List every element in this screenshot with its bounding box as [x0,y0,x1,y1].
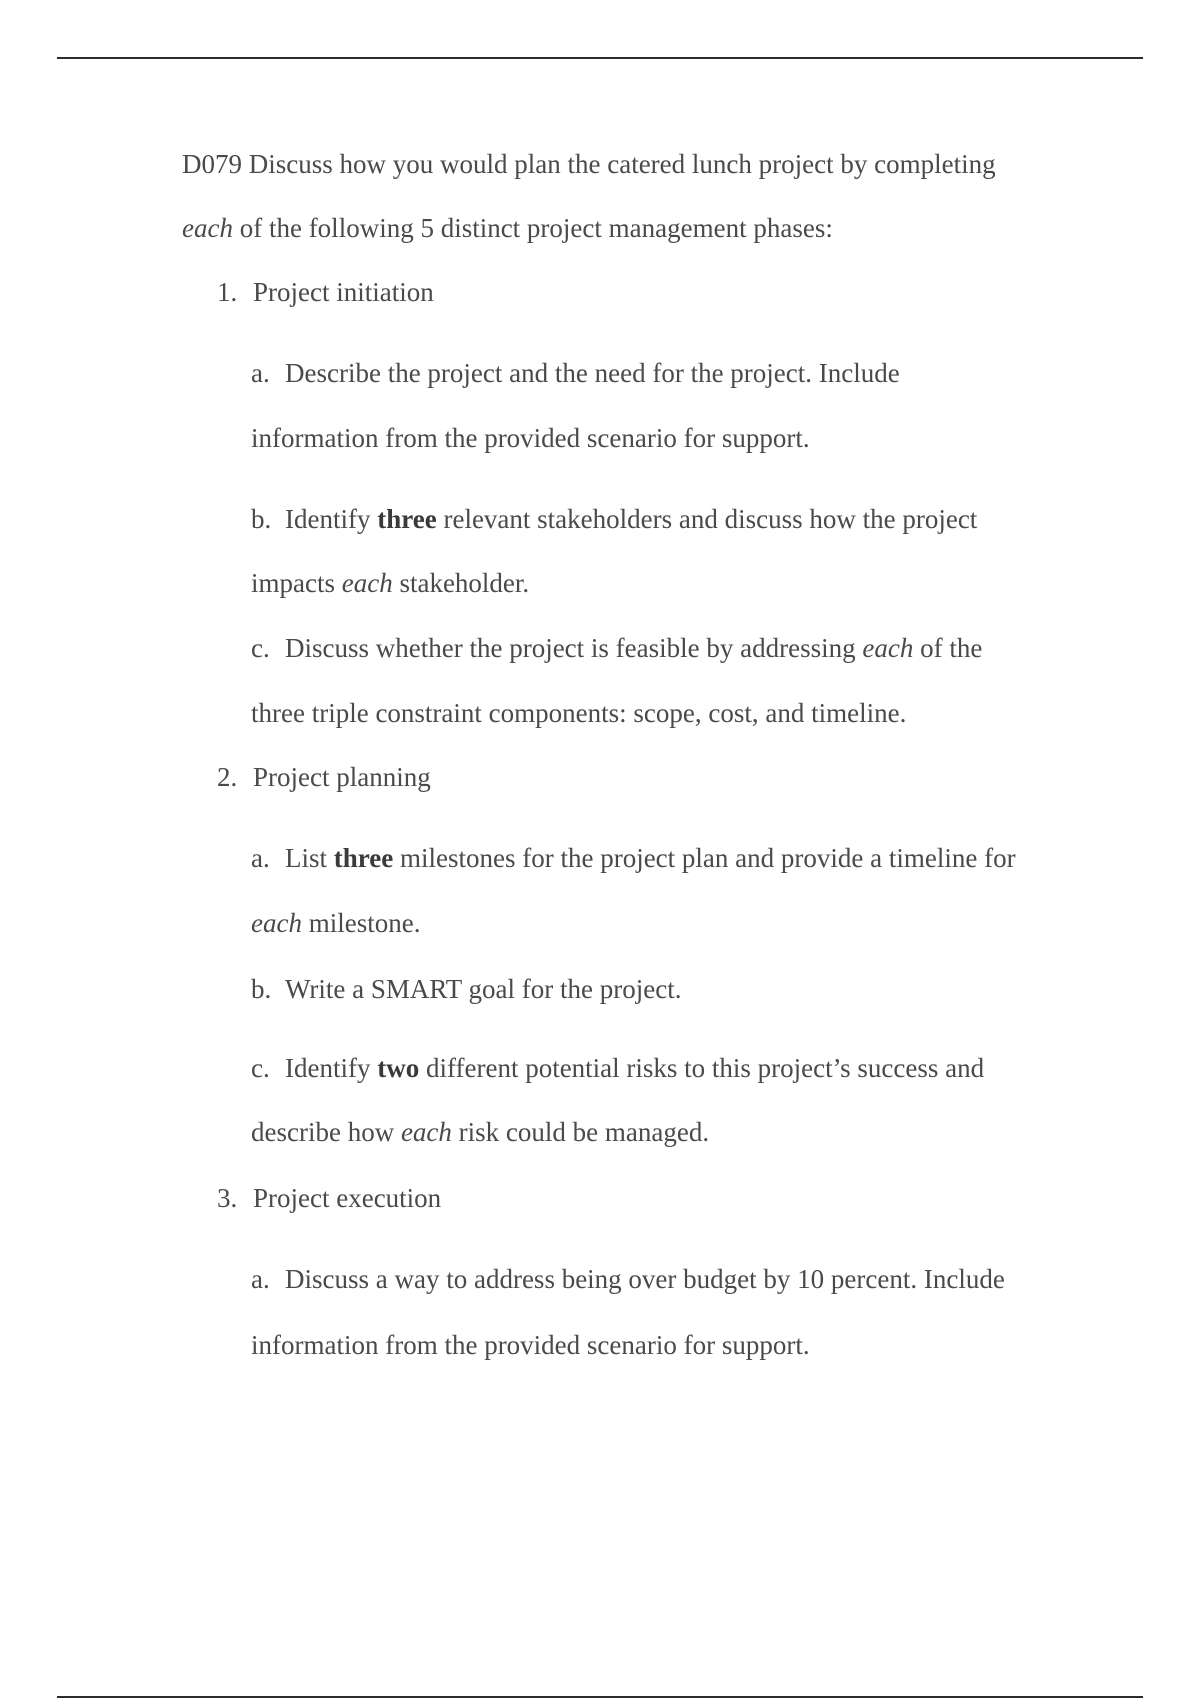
phase-1-item-c-line-2 [251,696,906,730]
item-text: Identify [285,504,378,534]
phase-3-item-a-line-1 [251,1262,1005,1296]
item-text: information from the provided scenario for support. [251,1330,810,1360]
item-emphasis: each [862,633,914,663]
item-text: Write a SMART goal for the project. [285,974,682,1004]
item-letter: c. [251,1053,270,1083]
phase-number: 1. [217,277,238,307]
item-bold: three [333,843,394,873]
phase-1-heading [217,275,434,309]
phase-2-item-a-line-2 [251,906,420,940]
footer-rule [57,1696,1143,1698]
item-text: milestone. [301,908,421,938]
item-text: different potential risks to this project’s success and [419,1053,985,1083]
phase-title: Project initiation [253,277,434,307]
phase-2-item-a-line-1 [251,841,1016,875]
phase-2-item-c-line-1 [251,1051,984,1085]
item-letter: a. [251,843,270,873]
intro-emphasis: each [182,213,233,243]
item-text: of the [913,633,983,663]
item-text: relevant stakeholders and discuss how the project [436,504,978,534]
item-letter: b. [251,974,272,1004]
phase-1-item-b-line-2 [251,566,529,600]
phase-1-item-b-line-1 [251,502,977,536]
phase-3-item-a-line-2 [251,1328,810,1362]
phase-2-heading [217,760,431,794]
item-text: milestones for the project plan and provide a timeline for [393,843,1016,873]
item-text: impacts [251,568,342,598]
item-text: Identify [285,1053,378,1083]
item-letter: c. [251,633,270,663]
phase-1-item-c-line-1 [251,631,982,665]
phase-2-item-c-line-2 [251,1115,709,1149]
item-letter: a. [251,1264,270,1294]
phase-number: 2. [217,762,238,792]
item-text: List [285,843,334,873]
phase-2-item-b-line-1 [251,972,681,1006]
phase-1-item-a-line-2 [251,421,810,455]
item-text: information from the provided scenario for support. [251,423,810,453]
item-emphasis: each [251,908,302,938]
phase-title: Project planning [253,762,431,792]
intro-text-rest: of the following 5 distinct project management phases: [232,213,833,243]
intro-text: D079 Discuss how you would plan the catered lunch project by completing [182,149,996,179]
item-bold: three [377,504,437,534]
item-text: risk could be managed. [451,1117,710,1147]
phase-number: 3. [217,1183,238,1213]
item-text: three triple constraint components: scope, cost, and timeline. [251,698,907,728]
phase-3-heading [217,1181,441,1215]
item-bold: two [377,1053,420,1083]
item-text: Discuss whether the project is feasible by addressing [285,633,863,663]
item-emphasis: each [400,1117,452,1147]
phase-title: Project execution [253,1183,442,1213]
phase-1-item-a-line-1 [251,356,900,390]
item-text: describe how [251,1117,401,1147]
item-text: Discuss a way to address being over budget by 10 percent. Include [285,1264,1005,1294]
item-emphasis: each [341,568,393,598]
intro-line-2 [182,211,833,245]
intro-line-1 [182,147,996,181]
item-letter: a. [251,358,270,388]
item-letter: b. [251,504,272,534]
item-text: Describe the project and the need for the project. Include [285,358,900,388]
item-text: stakeholder. [392,568,530,598]
